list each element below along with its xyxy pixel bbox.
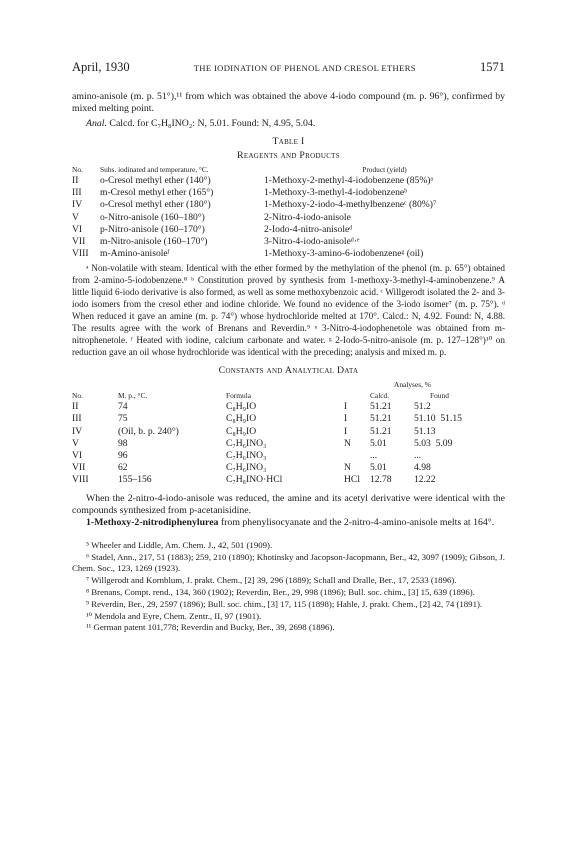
row-subs: m-Cresol methyl ether (165°)	[100, 187, 214, 199]
row-element: N	[344, 437, 351, 449]
row-mp: 75	[118, 413, 128, 425]
row-found: 4.98	[414, 462, 431, 474]
footnote: ⁵ Wheeler and Liddle, Am. Chem. J., 42, 501 (1909).	[86, 539, 273, 550]
table-row	[72, 199, 505, 211]
urea-paragraph-text: from phenylisocyanate and the 2-nitro-4-amino-anisole melts at 164°.	[218, 517, 495, 529]
urea-paragraph	[72, 517, 505, 529]
table2-col-calcd: Calcd.	[370, 391, 390, 401]
table2-subheads	[370, 390, 505, 401]
row-element: HCl	[344, 474, 360, 486]
row-formula: C₇H₆INO₃	[226, 449, 267, 461]
table1-label: Table I	[272, 136, 305, 148]
row-found: ...	[414, 449, 422, 461]
row-mp: 98	[118, 437, 128, 449]
table2-col-analyses: Analyses, %	[394, 380, 431, 390]
table2-title: Constants and Analytical Data	[218, 364, 359, 376]
row-found: 51.10 51.15	[414, 413, 462, 425]
row-no: III	[72, 413, 82, 425]
table2-header-row	[72, 379, 505, 401]
row-element: N	[344, 462, 351, 474]
row-subs: o-Cresol methyl ether (180°)	[100, 199, 211, 211]
table1-notes-text: ᵃ Non-volatile with steam. Identical with the ether formed by the methylation of the phenol (m. p. 65°) obtained from 2-amino-5-iodobenzene.⁸ ᵇ Constitution proved by synthesis from 1-methoxy-3-methyl-4-aminobenzene.⁹ A little liquid 6-iodo derivative is also formed, as well as some methoxybenzoic acid. ᶜ Willgerodt isolated the 2- and 3-iodo isomers from the cresol ether and iodine chloride. We found no evidence of the 3-iodo isomer⁷ (m. p. 75°). ᵈ When reduced it gave an amine (m. p. 74°) whose hydrochloride melted at 170°. Calcd.: N, 4.92. Found: N, 4.88. The results agree with the work of Brenans and Reverdin.⁹ ᵉ 3-Nitro-4-iodophenetole was obtained from m-nitrophenetole. ᶠ Heated with iodine, calcium carbonate and water. ᵍ 2-Iodo-5-nitro-anisole (m. p. 127–128°)¹⁰ on reduction gave an oil whose hydrochloride was identical with the preceding; analysis and mixed m. p.	[72, 263, 505, 357]
table-row	[72, 224, 505, 236]
table-row	[72, 187, 505, 199]
row-found: 12.22	[414, 474, 436, 486]
row-product: 3-Nitro-4-iodo-anisoleᵈ·ᵉ	[264, 236, 360, 248]
row-no: II	[72, 401, 79, 413]
row-product: 2-Iodo-4-nitro-anisoleᵈ	[264, 223, 353, 235]
table1-col-no: No.	[72, 165, 83, 175]
intro-continuation: amino-anisole (m. p. 51°),¹¹ from which was obtained the above 4-iodo compound (m. p. 96°), confirmed by mixed melting point.	[72, 91, 505, 115]
row-mp: 96	[118, 449, 128, 461]
footnotes	[72, 540, 505, 634]
anal-text: Calcd. for C₇H₈INO₂: N, 5.01. Found: N, 4.95, 5.04.	[109, 117, 316, 129]
row-calcd: 51.21	[370, 425, 392, 437]
table2-col-analyses-group	[370, 379, 505, 401]
row-mp: (Oil, b. p. 240°)	[118, 425, 179, 437]
header-page-number: 1571	[479, 60, 505, 74]
row-element	[344, 450, 370, 462]
row-calcd: 5.01	[370, 437, 387, 449]
header-running-title: THE IODINATION OF PHENOL AND CRESOL ETHERS	[193, 63, 416, 73]
row-calcd: 51.21	[370, 401, 392, 413]
row-element: I	[344, 401, 348, 413]
row-product: 1-Methoxy-2-methyl-4-iodobenzene (85%)ᵃ	[264, 175, 434, 187]
row-subs: m-Nitro-anisole (160–170°)	[100, 236, 208, 248]
row-subs: p-Nitro-anisole (160–170°)	[100, 223, 205, 235]
urea-compound-name: 1-Methoxy-2-nitrodiphenylurea	[86, 517, 219, 529]
table-row	[72, 413, 505, 425]
analysis-line	[72, 118, 505, 130]
row-formula: C₈H₉IO	[226, 401, 257, 413]
footnote: ¹¹ German patent 101,778; Reverdin and Bucky, Ber., 39, 2698 (1896).	[86, 622, 335, 633]
table-row	[72, 236, 505, 248]
row-no: VI	[72, 223, 83, 235]
table-row	[72, 462, 505, 474]
row-no: VI	[72, 449, 83, 461]
row-calcd: 12.78	[370, 474, 392, 486]
table1-col-product: Product (yield)	[362, 165, 407, 175]
table2-col-mp: M. p., °C.	[118, 391, 148, 401]
row-formula: C₇H₈INO·HCl	[226, 474, 283, 486]
row-no: VII	[72, 236, 86, 248]
footnote: ⁸ Brenans, Compt. rend., 134, 360 (1902); Reverdin, Ber., 29, 998 (1896); Bull. soc. chim., [3] 15, 639 (1896).	[86, 586, 475, 597]
row-formula: C₈H₉IO	[226, 425, 257, 437]
row-found: 51.13	[414, 425, 436, 437]
row-subs: o-Nitro-anisole (160–180°)	[100, 211, 205, 223]
table2-col-spacer	[344, 379, 370, 401]
table2-col-formula: Formula	[226, 391, 252, 401]
table-row	[72, 248, 505, 260]
row-no: V	[72, 211, 79, 223]
reduction-paragraph: When the 2-nitro-4-iodo-anisole was reduced, the amine and its acetyl derivative were identical with the compounds synthesized from p-acetanisidine.	[72, 492, 505, 516]
row-no: VIII	[72, 474, 89, 486]
row-no: V	[72, 437, 79, 449]
constants-analytical-table	[72, 379, 505, 486]
row-mp: 74	[118, 401, 128, 413]
row-mp: 155–156	[118, 474, 152, 486]
row-no: VIII	[72, 248, 89, 260]
row-formula: C₇H₆INO₃	[226, 437, 267, 449]
row-calcd: ...	[370, 449, 378, 461]
journal-page	[72, 60, 505, 634]
row-product: 1-Methoxy-3-amino-6-iodobenzeneᵍ (oil)	[264, 248, 424, 260]
row-formula: C₇H₆INO₃	[226, 462, 267, 474]
row-product: 2-Nitro-4-iodo-anisole	[264, 211, 351, 223]
row-found: 5.03 5.09	[414, 437, 453, 449]
reagents-products-table	[72, 164, 505, 260]
footnote: ¹⁰ Mendola and Eyre, Chem. Zentr., II, 97 (1901).	[86, 610, 262, 621]
row-found: 51.2	[414, 401, 431, 413]
row-no: IV	[72, 425, 83, 437]
row-no: IV	[72, 199, 83, 211]
table1-notes	[72, 263, 505, 358]
table-row	[72, 438, 505, 450]
header-date: April, 1930	[72, 60, 130, 74]
table-row	[72, 450, 505, 462]
table-row	[72, 426, 505, 438]
table2-col-no: No.	[72, 391, 83, 401]
row-calcd: 5.01	[370, 462, 387, 474]
row-subs: m-Amino-anisoleᶠ	[100, 248, 170, 260]
row-element: I	[344, 413, 348, 425]
table-row	[72, 401, 505, 413]
row-mp: 62	[118, 462, 128, 474]
row-formula: C₈H₉IO	[226, 413, 257, 425]
table2-col-found: Found	[430, 391, 449, 401]
footnote: ⁶ Stadel, Ann., 217, 51 (1883); 259, 210 (1890); Khotinsky and Jacopson-Jacopmann, Ber., 42, 3097 (1909); Gibson, J. Chem. Soc., 123, 1269 (1923).	[72, 551, 505, 574]
table-row	[72, 474, 505, 486]
row-element: I	[344, 425, 348, 437]
table-row	[72, 175, 505, 187]
row-calcd: 51.21	[370, 413, 392, 425]
table1-col-subs: Subs. iodinated and temperature, °C.	[100, 165, 209, 175]
footnote: ⁷ Willgerodt and Kornblum, J. prakt. Chem., [2] 39, 296 (1889); Schall and Dralle, Ber., 17, 2533 (1896).	[86, 575, 457, 586]
table-row	[72, 212, 505, 224]
row-no: II	[72, 175, 79, 187]
table1-title: Reagents and Products	[237, 149, 340, 161]
anal-label: Anal.	[86, 117, 107, 129]
row-product: 1-Methoxy-2-iodo-4-methylbenzeneᶜ (80%)⁷	[264, 199, 437, 211]
table1-header-row	[72, 164, 505, 175]
row-no: III	[72, 187, 82, 199]
row-product: 1-Methoxy-3-methyl-4-iodobenzeneᵇ	[264, 187, 408, 199]
row-no: VII	[72, 462, 86, 474]
row-subs: o-Cresol methyl ether (140°)	[100, 175, 211, 187]
running-header	[72, 60, 505, 78]
footnote: ⁹ Reverdin, Ber., 29, 2597 (1896); Bull. soc. chim., [3] 17, 115 (1898); Hahle, J. prakt. Chem., [2] 42, 74 (1891).	[86, 598, 483, 609]
